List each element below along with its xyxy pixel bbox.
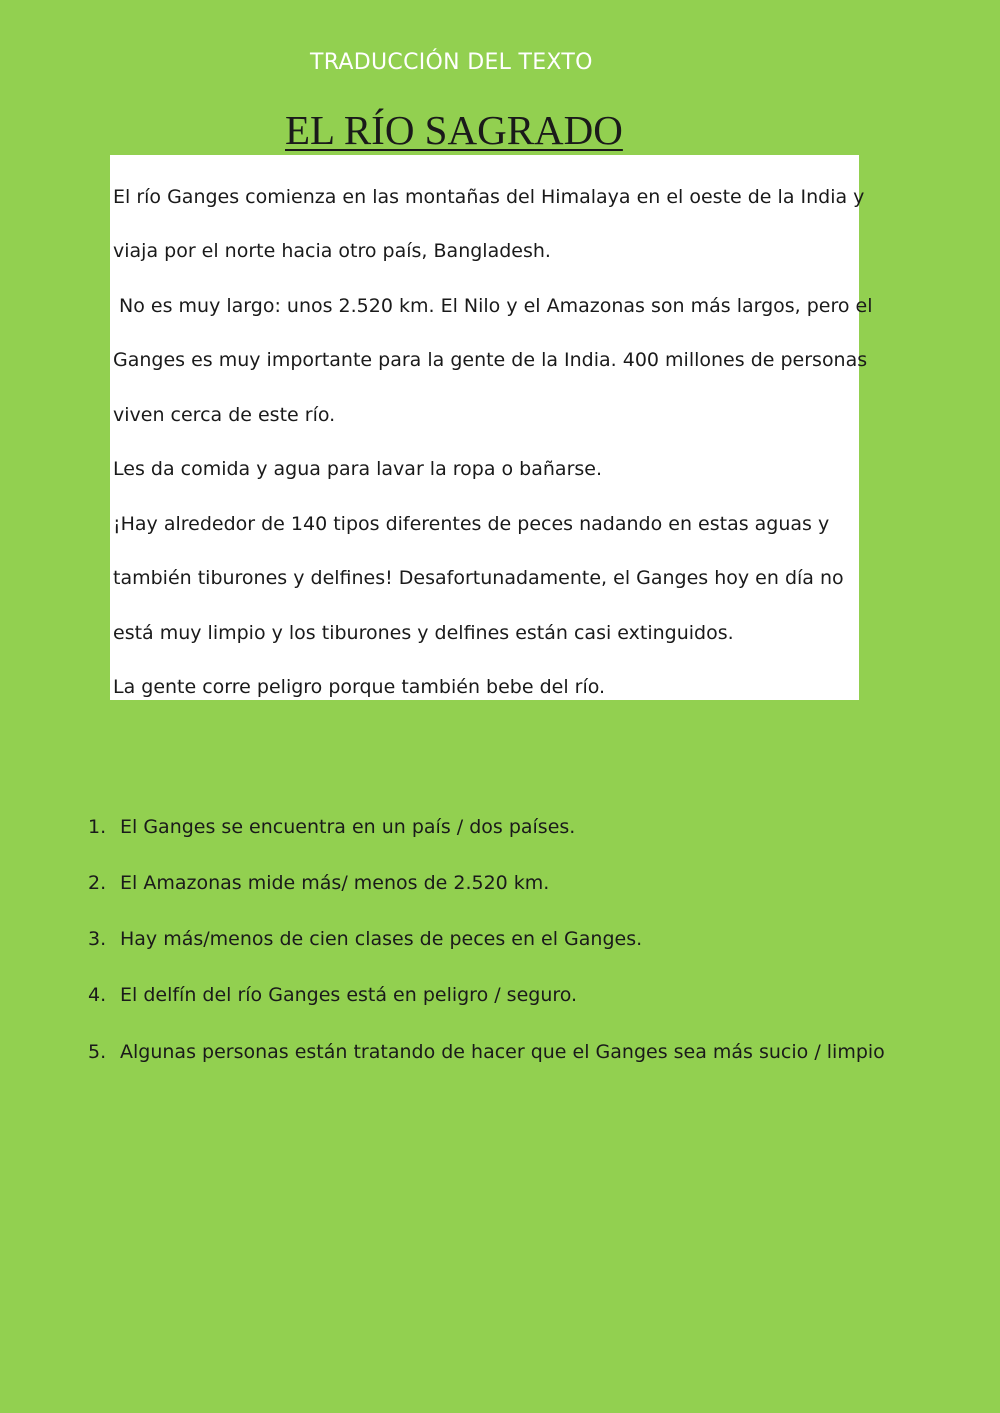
question-text: El Ganges se encuentra en un país / dos países. — [120, 816, 576, 838]
question-text: El Amazonas mide más/ menos de 2.520 km. — [120, 872, 550, 894]
passage-line: también tiburones y delfines! Desafortunadamente, el Ganges hoy en día no — [113, 567, 844, 589]
passage-line: La gente corre peligro porque también bebe del río. — [113, 676, 606, 698]
question-item — [88, 927, 642, 951]
question-number: 3. — [88, 928, 107, 950]
question-number: 4. — [88, 984, 107, 1006]
passage-line: Les da comida y agua para lavar la ropa o bañarse. — [113, 458, 603, 480]
passage-line: El río Ganges comienza en las montañas del Himalaya en el oeste de la India y — [113, 186, 865, 208]
question-text: El delfín del río Ganges está en peligro / seguro. — [120, 984, 578, 1006]
passage-line: Ganges es muy importante para la gente de la India. 400 millones de personas — [113, 349, 868, 371]
question-item — [88, 983, 577, 1007]
question-number: 1. — [88, 816, 107, 838]
passage-line: viven cerca de este río. — [113, 404, 336, 426]
passage-line: No es muy largo: unos 2.520 km. El Nilo y el Amazonas son más largos, pero el — [113, 295, 873, 317]
document-subtitle: TRADUCCIÓN DEL TEXTO — [310, 50, 593, 75]
passage-line: está muy limpio y los tiburones y delfines están casi extinguidos. — [113, 622, 734, 644]
question-number: 5. — [88, 1041, 107, 1063]
question-text: Hay más/menos de cien clases de peces en el Ganges. — [120, 928, 643, 950]
document-title: EL RÍO SAGRADO — [285, 107, 623, 153]
question-number: 2. — [88, 872, 107, 894]
passage-line: viaja por el norte hacia otro país, Bangladesh. — [113, 240, 551, 262]
question-item — [88, 1040, 885, 1064]
reading-passage — [110, 155, 873, 700]
passage-line: ¡Hay alrededor de 140 tipos diferentes de peces nadando en estas aguas y — [113, 513, 830, 535]
question-item — [88, 871, 549, 895]
question-item — [88, 815, 575, 839]
question-text: Algunas personas están tratando de hacer que el Ganges sea más sucio / limpio — [120, 1041, 885, 1063]
